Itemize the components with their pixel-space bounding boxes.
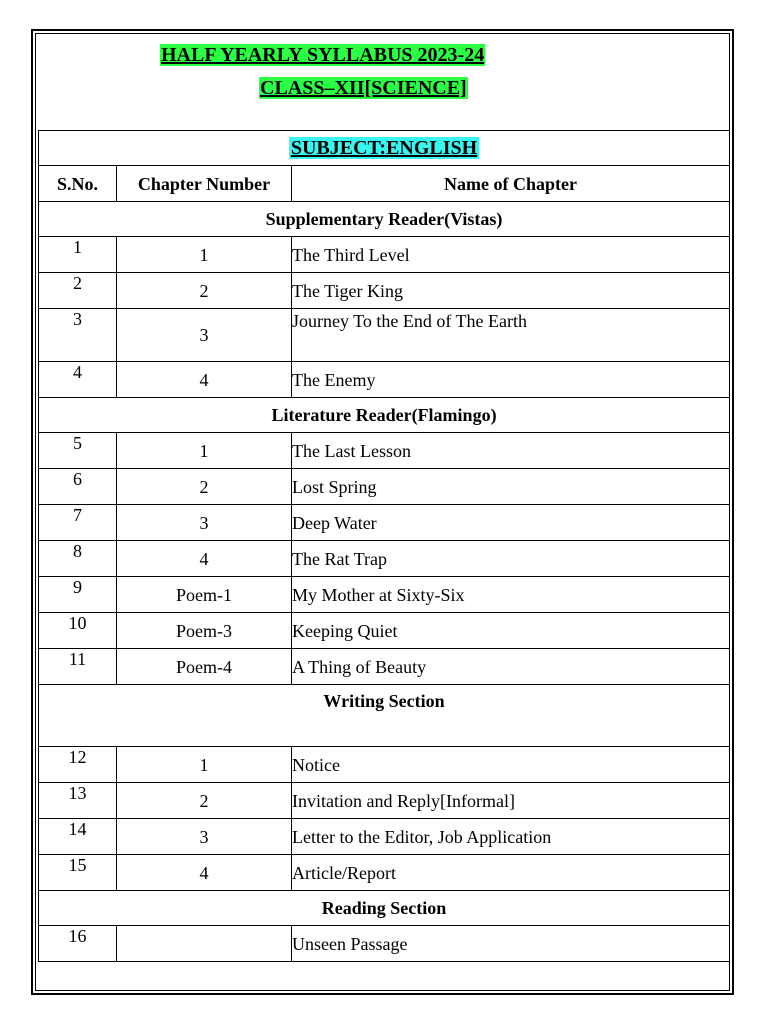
table-row — [39, 577, 730, 613]
section-header-row — [39, 398, 730, 433]
row-chapter-name: Deep Water — [292, 505, 730, 541]
table-row — [39, 273, 730, 309]
table-row — [39, 855, 730, 891]
row-chapter-name: Journey To the End of The Earth — [292, 309, 730, 362]
table-row — [39, 926, 730, 962]
section-title: Supplementary Reader(Vistas) — [39, 202, 730, 237]
table-row — [39, 747, 730, 783]
row-chapter-number: 1 — [117, 237, 292, 273]
table-row — [39, 819, 730, 855]
column-header-sno: S.No. — [39, 166, 117, 202]
subject-cell — [39, 131, 730, 166]
row-chapter-number: Poem-1 — [117, 577, 292, 613]
column-header-chapter-name: Name of Chapter — [292, 166, 730, 202]
row-chapter-number: 2 — [117, 273, 292, 309]
row-chapter-number: 3 — [117, 309, 292, 362]
table-row — [39, 505, 730, 541]
section-header-row — [39, 685, 730, 747]
table-row — [39, 469, 730, 505]
row-chapter-name: The Rat Trap — [292, 541, 730, 577]
table-row — [39, 362, 730, 398]
section-header-row — [39, 202, 730, 237]
table-row — [39, 541, 730, 577]
row-chapter-name: Unseen Passage — [292, 926, 730, 962]
row-chapter-name: A Thing of Beauty — [292, 649, 730, 685]
row-chapter-name: The Enemy — [292, 362, 730, 398]
row-sno: 10 — [39, 613, 117, 649]
row-sno: 3 — [39, 309, 117, 362]
row-sno: 5 — [39, 433, 117, 469]
syllabus-title — [160, 44, 485, 66]
table-row — [39, 309, 730, 362]
row-chapter-name: The Tiger King — [292, 273, 730, 309]
row-chapter-number: 2 — [117, 783, 292, 819]
row-sno: 1 — [39, 237, 117, 273]
row-chapter-number: Poem-4 — [117, 649, 292, 685]
table-row — [39, 237, 730, 273]
row-sno: 4 — [39, 362, 117, 398]
row-sno: 15 — [39, 855, 117, 891]
section-title: Reading Section — [39, 891, 730, 926]
row-sno: 16 — [39, 926, 117, 962]
row-chapter-name: Letter to the Editor, Job Application — [292, 819, 730, 855]
class-title — [259, 77, 468, 99]
row-sno: 7 — [39, 505, 117, 541]
row-chapter-name: Lost Spring — [292, 469, 730, 505]
row-chapter-name: Article/Report — [292, 855, 730, 891]
row-chapter-number: 3 — [117, 505, 292, 541]
row-chapter-name: Notice — [292, 747, 730, 783]
row-chapter-number: 3 — [117, 819, 292, 855]
row-sno: 12 — [39, 747, 117, 783]
row-chapter-name: My Mother at Sixty-Six — [292, 577, 730, 613]
row-sno: 13 — [39, 783, 117, 819]
row-sno: 6 — [39, 469, 117, 505]
section-title: Literature Reader(Flamingo) — [39, 398, 730, 433]
class-title-text: CLASS–XII[SCIENCE] — [260, 77, 467, 99]
row-chapter-name: Invitation and Reply[Informal] — [292, 783, 730, 819]
section-header-row — [39, 891, 730, 926]
row-chapter-number: Poem-3 — [117, 613, 292, 649]
row-chapter-number: 1 — [117, 433, 292, 469]
row-chapter-number: 4 — [117, 362, 292, 398]
syllabus-title-text: HALF YEARLY SYLLABUS 2023-24 — [161, 44, 485, 66]
row-chapter-number: 4 — [117, 855, 292, 891]
column-header-row — [39, 166, 730, 202]
row-chapter-name: The Last Lesson — [292, 433, 730, 469]
row-sno: 14 — [39, 819, 117, 855]
row-sno: 9 — [39, 577, 117, 613]
table-row — [39, 649, 730, 685]
row-chapter-number: 2 — [117, 469, 292, 505]
table-row — [39, 613, 730, 649]
column-header-chapter-number: Chapter Number — [117, 166, 292, 202]
row-sno: 8 — [39, 541, 117, 577]
syllabus-table — [38, 130, 730, 962]
row-chapter-name: Keeping Quiet — [292, 613, 730, 649]
row-sno: 2 — [39, 273, 117, 309]
table-row — [39, 433, 730, 469]
row-chapter-name: The Third Level — [292, 237, 730, 273]
subject-label: SUBJECT:ENGLISH — [290, 137, 478, 159]
table-row — [39, 783, 730, 819]
row-chapter-number: 4 — [117, 541, 292, 577]
row-sno: 11 — [39, 649, 117, 685]
section-title: Writing Section — [39, 685, 730, 747]
subject-row — [39, 131, 730, 166]
row-chapter-number: 1 — [117, 747, 292, 783]
row-chapter-number — [117, 926, 292, 962]
